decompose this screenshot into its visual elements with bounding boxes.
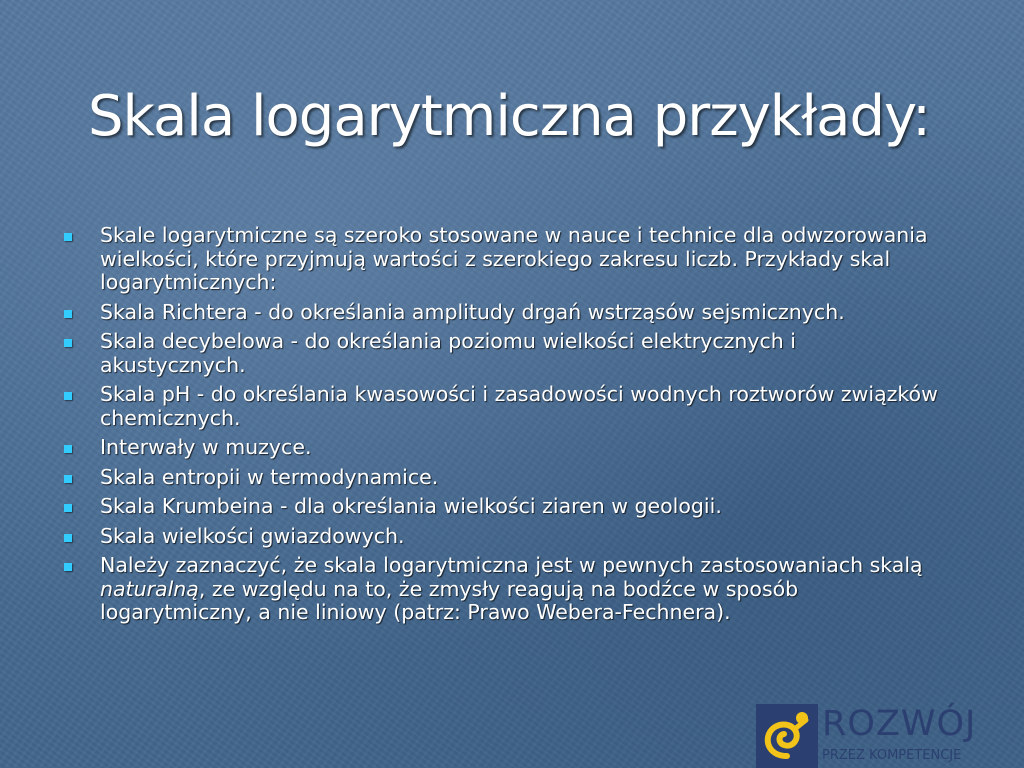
- square-bullet-icon: [64, 445, 72, 453]
- bullet-text-emphasis: naturalną: [100, 576, 199, 601]
- bullet-text: Skala Richtera - do określania amplitudy drgań wstrząsów sejsmicznych.: [100, 299, 845, 324]
- bullet-item: [60, 436, 940, 460]
- bullet-text: Skala Krumbeina - dla określania wielkości ziaren w geologii.: [100, 494, 722, 518]
- square-bullet-icon: [64, 392, 72, 400]
- square-bullet-icon: [64, 475, 72, 483]
- bullet-item: [60, 525, 940, 549]
- bullet-item: [60, 224, 940, 295]
- bullet-text: Skala pH - do określania kwasowości i zasadowości wodnych roztworów związków chemicznych.: [100, 382, 938, 430]
- square-bullet-icon: [64, 339, 72, 347]
- logo-subtitle: PRZEZ KOMPETENCJE: [822, 748, 962, 763]
- bullet-text: Skala entropii w termodynamice.: [100, 464, 439, 489]
- bullet-item: [60, 383, 940, 430]
- rozwoj-emblem-icon: [756, 704, 818, 768]
- slide-title: Skala logarytmiczna przykłady:: [88, 84, 930, 149]
- logo-wordmark: ROZWÓJ: [822, 704, 977, 744]
- square-bullet-icon: [64, 563, 72, 571]
- bullet-item: [60, 554, 940, 625]
- bullet-text: Skala wielkości gwiazdowych.: [100, 523, 405, 548]
- bullet-item: [60, 330, 940, 377]
- square-bullet-icon: [64, 504, 72, 512]
- bullet-text-before: Należy zaznaczyć, że skala logarytmiczna jest w pewnych zastosowaniach skalą: [100, 553, 923, 577]
- bullet-list: [60, 224, 940, 631]
- bullet-item: [60, 466, 940, 490]
- square-bullet-icon: [64, 534, 72, 542]
- bullet-item: [60, 495, 940, 519]
- bullet-text: Interwały w muzyce.: [100, 435, 312, 459]
- bullet-text-after: , ze względu na to, że zmysły reagują na bodźce w sposób logarytmiczny, a nie liniowy (patrz: Prawo Webera-Fechnera).: [100, 576, 799, 624]
- bullet-text: Skale logarytmiczne są szeroko stosowane w nauce i technice dla odwzorowania wielkości, które przyjmują wartości z szerokiego zakresu liczb. Przykłady skal logarytmicznych:: [100, 223, 928, 294]
- square-bullet-icon: [64, 233, 72, 241]
- bullet-text: Skala decybelowa - do określania poziomu wielkości elektrycznych i akustycznych.: [100, 329, 796, 377]
- rozwoj-logo: [756, 704, 1024, 768]
- square-bullet-icon: [64, 310, 72, 318]
- bullet-item: [60, 301, 940, 325]
